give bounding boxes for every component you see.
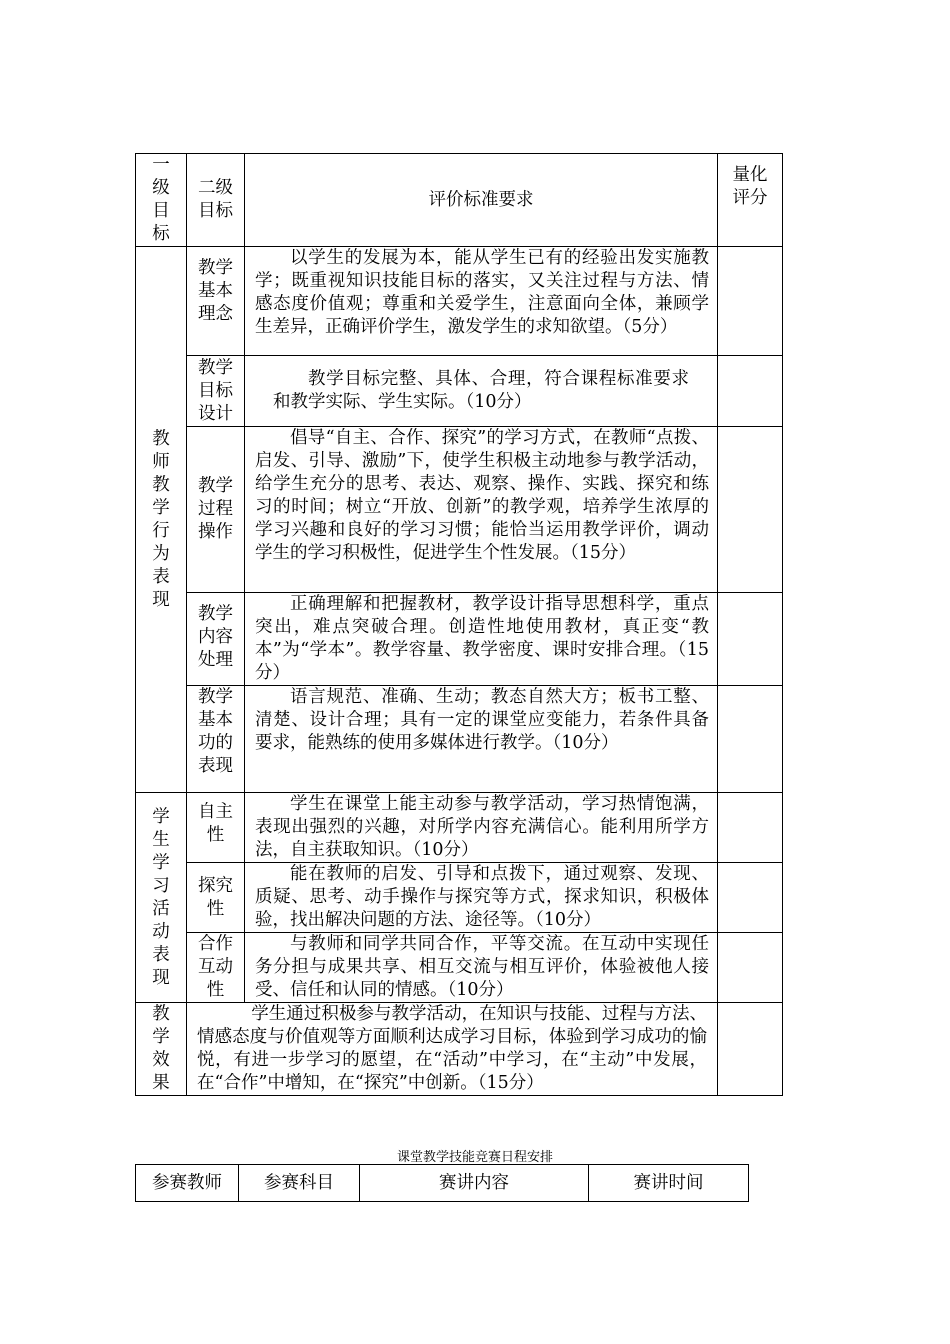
table-row: [136, 247, 783, 356]
criteria-cell: 与教师和同学共同合作，平等交流。在互动中实现任务分担与成果共享、相互交流与相互评价，体验被他人接受、信任和认同的情感。（10分）: [245, 933, 718, 1003]
score-cell: [718, 686, 783, 793]
score-cell: [718, 793, 783, 863]
criteria-cell: 教学目标完整、具体、合理，符合课程标准要求和教学实际、学生实际。（10分）: [245, 356, 718, 427]
table-row: [136, 356, 783, 427]
score-cell: [718, 863, 783, 933]
header-level2: 二级目标: [187, 154, 245, 247]
level1-teaching-effect: 教学效果: [136, 1003, 187, 1096]
table-row: [136, 863, 783, 933]
schedule-header-time: 赛讲时间: [589, 1165, 749, 1202]
criteria-cell: 学生通过积极参与教学活动，在知识与技能、过程与方法、情感态度与价值观等方面顺利达成学习目标，体验到学习成功的愉悦，有进一步学习的愿望，在“活动”中学习，在“主动”中发展，在“合作”中增知，在“探究”中创新。（15分）: [187, 1003, 718, 1096]
schedule-header-subject: 参赛科目: [239, 1165, 360, 1202]
table-row: [136, 686, 783, 793]
score-cell: [718, 427, 783, 593]
header-score: 量化评分: [718, 154, 783, 247]
criteria-cell: 学生在课堂上能主动参与教学活动，学习热情饱满，表现出强烈的兴趣，对所学内容充满信心。能利用所学方法，自主获取知识。（10分）: [245, 793, 718, 863]
level2-label: 探究性: [187, 863, 245, 933]
level2-label: 教学内容处理: [187, 593, 245, 686]
criteria-cell: 以学生的发展为本，能从学生已有的经验出发实施教学；既重视知识技能目标的落实，又关注过程与方法、情感态度价值观；尊重和关爱学生，注意面向全体，兼顾学生差异，正确评价学生，激发学生的求知欲望。（5分）: [245, 247, 718, 356]
header-criteria: 评价标准要求: [245, 154, 718, 247]
schedule-header-row: [136, 1165, 749, 1202]
criteria-cell: 倡导“自主、合作、探究”的学习方式，在教师“点拨、启发、引导、激励”下，使学生积极主动地参与教学活动，给学生充分的思考、表达、观察、操作、实践、探究和练习的时间；树立“开放、创新”的教学观，培养学生浓厚的学习兴趣和良好的学习习惯；能恰当运用教学评价，调动学生的学习积极性，促进学生个性发展。（15分）: [245, 427, 718, 593]
table-row: [136, 933, 783, 1003]
evaluation-table: [135, 153, 783, 1096]
schedule-table: [135, 1164, 749, 1202]
level2-label: 教学基本功的表现: [187, 686, 245, 793]
level1-student-activity: 学生学习活动表现: [136, 793, 187, 1003]
schedule-title: 课堂教学技能竞赛日程安排: [396, 1150, 553, 1165]
criteria-cell: 语言规范、准确、生动；教态自然大方；板书工整、清楚、设计合理；具有一定的课堂应变能力，若条件具备要求，能熟练的使用多媒体进行教学。（10分）: [245, 686, 718, 793]
level2-label: 教学过程操作: [187, 427, 245, 593]
level2-label: 教学目标设计: [187, 356, 245, 427]
score-cell: [718, 933, 783, 1003]
table-header-row: [136, 154, 783, 247]
score-cell: [718, 593, 783, 686]
table-row: [136, 793, 783, 863]
level2-label: 合作互动性: [187, 933, 245, 1003]
table-row: [136, 427, 783, 593]
header-level1: 一级目标: [136, 154, 187, 247]
level2-label: 自主性: [187, 793, 245, 863]
criteria-cell: 正确理解和把握教材，教学设计指导思想科学，重点突出，难点突破合理。创造性地使用教材，真正变“教本”为“学本”。教学容量、教学密度、课时安排合理。（15分）: [245, 593, 718, 686]
score-cell: [718, 1003, 783, 1096]
level2-label: 教学基本理念: [187, 247, 245, 356]
score-cell: [718, 356, 783, 427]
table-row: [136, 593, 783, 686]
score-cell: [718, 247, 783, 356]
schedule-header-content: 赛讲内容: [360, 1165, 589, 1202]
criteria-cell: 能在教师的启发、引导和点拨下，通过观察、发现、质疑、思考、动手操作与探究等方式，探求知识，积极体验，找出解决问题的方法、途径等。（10分）: [245, 863, 718, 933]
schedule-header-teacher: 参赛教师: [136, 1165, 239, 1202]
level1-teacher-behavior: 教师教学行为表现: [136, 247, 187, 793]
table-row: [136, 1003, 783, 1096]
